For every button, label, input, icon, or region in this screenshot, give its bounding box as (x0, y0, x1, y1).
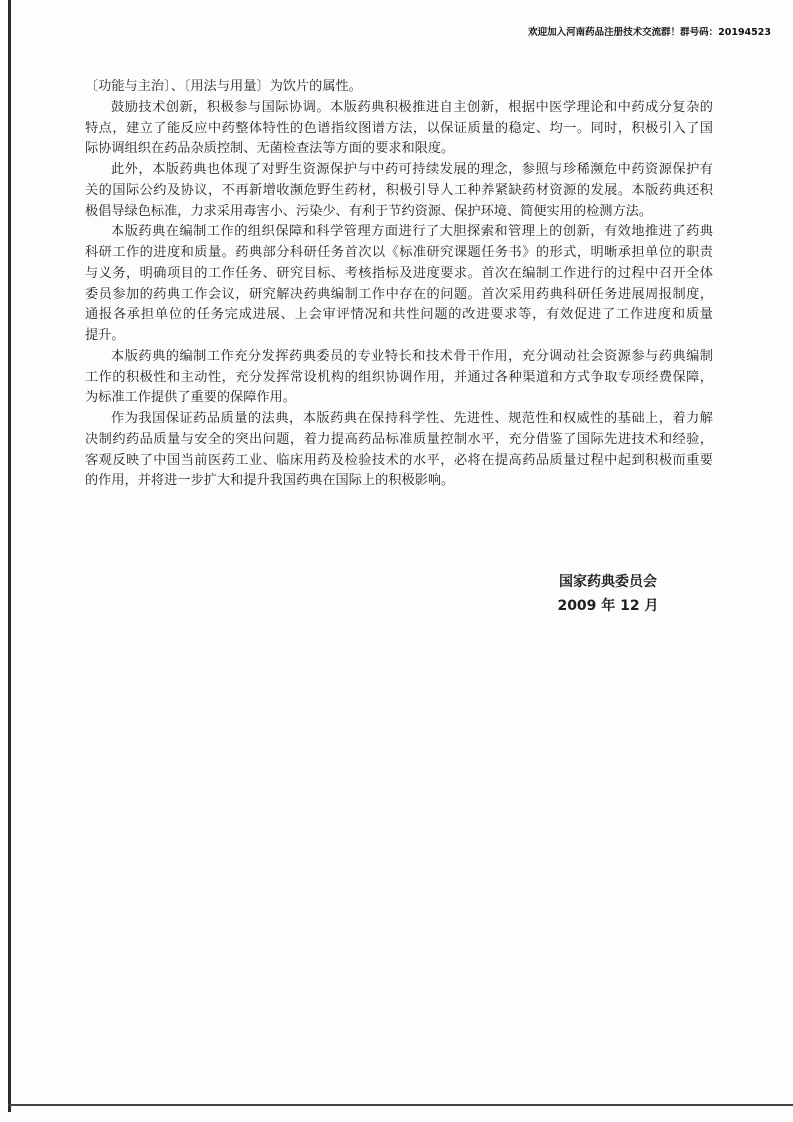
paragraph (85, 98, 713, 160)
text-line: 际协调组织在药品杂质控制、无菌检查法等方面的要求和限度。 (85, 141, 455, 157)
text-line: 鼓励技术创新，积极参与国际协调。本版药典积极推进自主创新，根据中医学理论和中药成分复杂的 (111, 99, 713, 115)
text-line: 为标准工作提供了重要的保障作用。 (85, 390, 296, 406)
text-line: 与义务，明确项目的工作任务、研究目标、考核指标及进度要求。首次在编制工作进行的过程中召开全体 (85, 265, 713, 281)
text-line: 委员参加的药典工作会议，研究解决药典编制工作中存在的问题。首次采用药典科研任务进展周报制度， (85, 286, 713, 302)
text-line: 本版药典的编制工作充分发挥药典委员的专业特长和技术骨干作用，充分调动社会资源参与药典编制 (111, 348, 713, 364)
text-line: 提升。 (85, 328, 125, 343)
paragraph (85, 160, 713, 222)
text-line: 本版药典在编制工作的组织保障和科学管理方面进行了大胆探索和管理上的创新，有效地推进了药典 (111, 224, 713, 240)
paragraph (85, 409, 713, 492)
text-line: 特点，建立了能反应中药整体特性的色谱指纹图谱方法，以保证质量的稳定、均一。同时，积极引入了国 (85, 120, 713, 136)
text-line: 的作用，并将进一步扩大和提升我国药典在国际上的积极影响。 (85, 473, 455, 489)
paragraph (85, 222, 713, 347)
text-line: 科研工作的进度和质量。药典部分科研任务首次以《标准研究课题任务书》的形式，明晰承担单位的职责 (85, 245, 713, 260)
text-line: 关的国际公约及协议，不再新增收濒危野生药材，积极引导人工种养紧缺药材资源的发展。本版药典还积 (85, 182, 713, 198)
signature-block (548, 570, 668, 618)
scan-left-edge (8, 0, 11, 1112)
header-watermark: 欢迎加入河南药品注册技术交流群！群号码：20194523 (528, 27, 771, 38)
text-line: 客观反映了中国当前医药工业、临床用药及检验技术的水平，必将在提高药品质量过程中起到积极而重要 (85, 452, 713, 468)
scan-bottom-edge (8, 1104, 793, 1106)
text-line: 工作的积极性和主动性，充分发挥常设机构的组织协调作用，并通过各种渠道和方式争取专项经费保障， (85, 369, 713, 385)
text-line: 〔功能与主治〕、〔用法与用量〕为饮片的属性。 (85, 79, 362, 94)
signature-date: 2009 年 12 月 (557, 598, 659, 614)
text-line: 作为我国保证药品质量的法典，本版药典在保持科学性、先进性、规范性和权威性的基础上，着力解 (111, 411, 713, 426)
text-line: 极倡导绿色标准，力求采用毒害小、污染少、有利于节约资源、保护环境、简便实用的检测方法。 (85, 203, 653, 219)
text-line: 决制约药品质量与安全的突出问题，着力提高药品标准质量控制水平，充分借鉴了国际先进技术和经验， (85, 431, 713, 447)
text-line: 此外，本版药典也体现了对野生资源保护与中药可持续发展的理念，参照与珍稀濒危中药资源保护有 (111, 162, 713, 177)
signature-org: 国家药典委员会 (559, 574, 657, 590)
paragraph (85, 347, 713, 409)
body-text (85, 77, 713, 492)
paragraph (85, 77, 713, 98)
text-line: 通报各承担单位的任务完成进展、上会审评情况和共性问题的改进要求等，有效促进了工作进度和质量 (85, 307, 713, 323)
